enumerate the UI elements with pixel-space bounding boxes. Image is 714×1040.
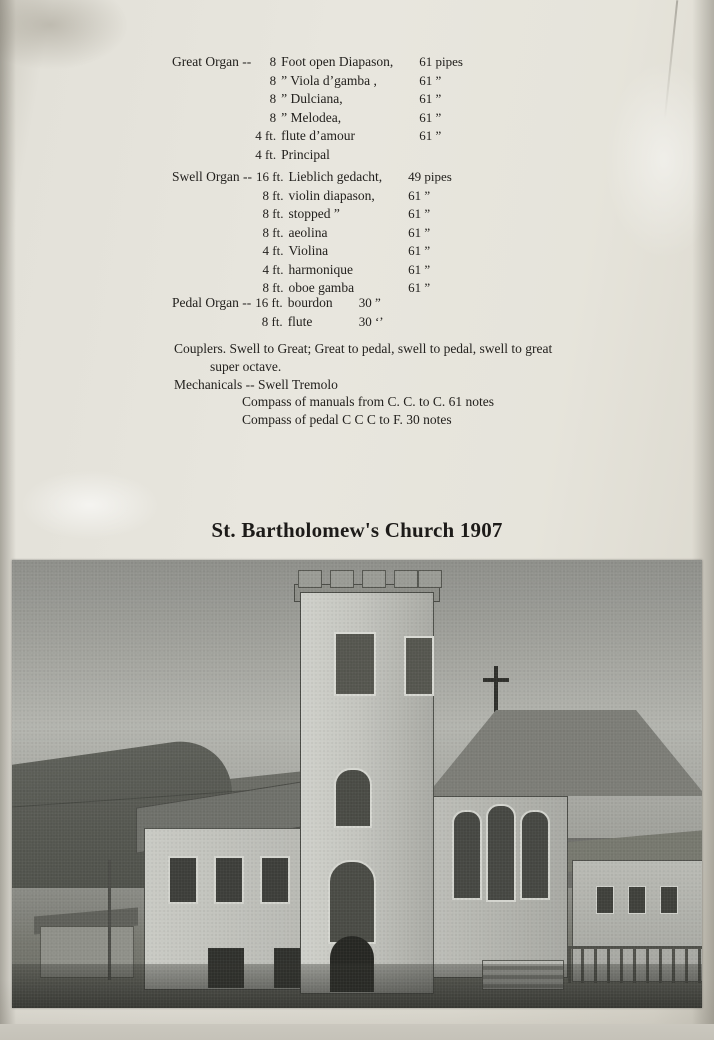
stop-name: ” Viola d’gamba , <box>281 72 377 88</box>
outbuilding-window <box>660 886 678 914</box>
stop-pitch: 8 ft. <box>262 224 284 240</box>
transept-gable-roof <box>426 710 702 796</box>
nave-window <box>214 856 244 904</box>
photo-content <box>12 560 702 1008</box>
transept-window <box>520 810 550 900</box>
stop-pipes: 61 ” <box>408 206 431 221</box>
note-line: Mechanicals -- Swell Tremolo <box>174 376 338 392</box>
paper-crease <box>664 0 679 120</box>
stop-name: aeolina <box>288 224 328 240</box>
stop-pipes <box>419 148 463 167</box>
tower-battlement <box>298 570 322 588</box>
stop-pitch: 8 ft. <box>262 187 284 203</box>
note-line: super octave. <box>210 358 282 374</box>
stop-pitch: 8 <box>269 91 277 106</box>
stop-pipes: 61 ” <box>419 91 442 106</box>
division-label: Great Organ -- <box>172 54 252 69</box>
stop-pitch: 8 ft. <box>261 313 283 329</box>
table-row <box>172 170 452 189</box>
stop-pipes: 30 ” <box>358 295 381 310</box>
tower-louvre <box>334 632 376 696</box>
stop-name: flute d’amour <box>281 128 356 143</box>
stop-pitch: 16 ft. <box>255 295 283 310</box>
tower-battlement <box>362 570 386 588</box>
stop-pitch: 8 ft. <box>262 280 284 295</box>
outbuilding-window <box>596 886 614 914</box>
tower-window <box>334 768 372 828</box>
stop-pipes: 61 ” <box>408 261 431 277</box>
stop-pipes: 61 ” <box>408 187 431 203</box>
transept-window <box>486 804 516 902</box>
church-photograph <box>12 560 702 1008</box>
stop-pipes: 61 ” <box>419 109 442 125</box>
stop-pitch: 8 <box>269 72 277 88</box>
division-label: Swell Organ -- <box>172 169 252 184</box>
stop-pitch: 8 ft. <box>262 206 284 221</box>
swell-organ-table <box>172 170 452 300</box>
stop-pitch: 4 ft. <box>262 243 284 258</box>
foreground-shadow <box>12 964 702 1008</box>
stop-pitch: 8 <box>269 54 277 69</box>
tower-battlement <box>418 570 442 588</box>
stop-pipes: 61 ” <box>408 243 431 258</box>
tower-battlement <box>330 570 354 588</box>
stop-pipes: 61 ” <box>408 280 431 295</box>
stop-pipes: 61 pipes <box>419 54 463 69</box>
stop-name: violin diapason, <box>288 187 375 203</box>
stop-name: oboe gamba <box>288 280 355 295</box>
transept-window <box>452 810 482 900</box>
stop-pitch: 4 ft. <box>255 146 277 162</box>
tower-window <box>328 860 376 944</box>
photo-caption: St. Bartholomew's Church 1907 <box>211 518 503 542</box>
stop-name: Principal <box>281 146 330 162</box>
specification-notes <box>174 340 694 429</box>
utility-pole <box>108 860 111 980</box>
stop-pipes: 61 ” <box>419 72 442 88</box>
stop-pitch: 4 ft. <box>262 261 284 277</box>
stop-name: ” Dulciana, <box>281 91 343 106</box>
stop-pipes: 61 ” <box>408 224 431 240</box>
stop-name: Foot open Diapason, <box>281 54 394 69</box>
great-organ-table <box>172 55 463 166</box>
outbuilding-window <box>628 886 646 914</box>
tower-battlement <box>394 570 418 588</box>
note-line: Couplers. Swell to Great; Great to pedal, swell to pedal, swell to great <box>174 341 553 356</box>
stop-pitch: 8 <box>269 109 277 125</box>
stop-name: stopped ” <box>288 206 340 221</box>
note-line: Compass of manuals from C. C. to C. 61 notes <box>242 394 494 410</box>
cross-icon <box>494 666 498 712</box>
stop-pipes: 49 pipes <box>408 169 452 184</box>
stop-pipes: 30 ‘’ <box>358 313 384 329</box>
nave-window <box>260 856 290 904</box>
stop-pitch: 4 ft. <box>255 128 277 143</box>
table-row <box>172 296 384 315</box>
note-line: Compass of pedal C C C to F. 30 notes <box>242 412 452 428</box>
table-row <box>172 55 463 74</box>
pedal-organ-table <box>172 296 384 333</box>
stop-name: Violina <box>288 243 329 258</box>
stop-name: flute <box>287 313 313 329</box>
stop-name: ” Melodea, <box>281 109 342 125</box>
stop-name: harmonique <box>288 261 353 277</box>
stop-pipes: 61 ” <box>419 128 442 143</box>
paper-shadow-top-left <box>0 0 130 70</box>
nave-window <box>168 856 198 904</box>
stop-name: Lieblich gedacht, <box>288 169 383 184</box>
stop-pitch: 16 ft. <box>256 169 284 184</box>
tower-louvre <box>404 636 434 696</box>
division-label: Pedal Organ -- <box>172 295 252 310</box>
stop-name: bourdon <box>287 295 333 310</box>
